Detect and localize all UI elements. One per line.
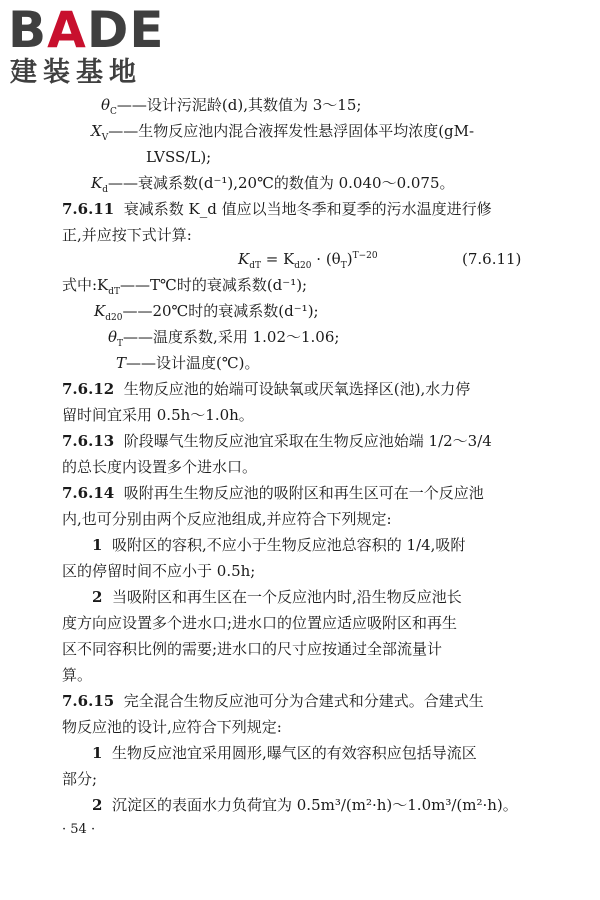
clause-7-6-15-item-1: 1 生物反应池宜采用圆形,曝气区的有效容积应包括导流区 [92, 744, 477, 762]
clause-7-6-15-continued: 物反应池的设计,应符合下列规定: [62, 718, 282, 736]
clause-7-6-15-item-1-continued: 部分; [62, 770, 98, 788]
page-number: · 54 · [62, 822, 96, 837]
definition-t: T——设计温度(℃)。 [116, 354, 260, 372]
definition-kd20: $K_{d20}——20℃$时的衰减系数(d⁻¹); [94, 302, 319, 323]
equation-number: (7.6.11) [462, 250, 522, 268]
clause-7-6-14-item-2: 2 当吸附区和再生区在一个反应池内时,沿生物反应池长 [92, 588, 462, 606]
clause-7-6-14-item-2-line-3: 区不同容积比例的需要;进水口的尺寸应按通过全部流量计 [62, 640, 443, 658]
clause-7-6-15-item-2: 2 沉淀区的表面水力负荷宜为 0.5m³/(m²·h)～1.0m³/(m²·h)。 [92, 796, 518, 814]
clause-7-6-14-item-2-line-4: 算。 [62, 666, 93, 684]
definition-xv-continued: LVSS/L); [146, 148, 212, 166]
definition-theta-c: $\theta_C——$设计污泥龄(d),其数值为 3～15; [101, 96, 362, 117]
clause-7-6-14: 7.6.14 吸附再生生物反应池的吸附区和再生区可在一个反应池 [62, 484, 484, 502]
logo-wordmark: BADE [8, 1, 165, 59]
definition-kdt: 式中$:K_{dT}——T℃$时的衰减系数(d⁻¹); [62, 276, 308, 297]
clause-7-6-14-continued: 内,也可分别由两个反应池组成,并应符合下列规定: [62, 510, 392, 528]
clause-7-6-12: 7.6.12 生物反应池的始端可设缺氧或厌氧选择区(池),水力停 [62, 380, 471, 398]
clause-7-6-11: 7.6.11 衰减系数 K_d 值应以当地冬季和夏季的污水温度进行修 [62, 200, 492, 218]
definition-kd: $K_d——$衰减系数(d⁻¹),20℃的数值为 0.040～0.075。 [91, 174, 455, 195]
clause-7-6-11-continued: 正,并应按下式计算: [62, 226, 192, 244]
equation-7-6-11: $K_{dT} = K_{d20} \cdot (\theta_T)^{T-20}$ [238, 250, 378, 271]
clause-7-6-13: 7.6.13 阶段曝气生物反应池宜采取在生物反应池始端 1/2～3/4 [62, 432, 492, 450]
bade-logo [8, 2, 178, 90]
clause-7-6-12-continued: 留时间宜采用 0.5h～1.0h。 [62, 406, 254, 424]
clause-7-6-14-item-1-continued: 区的停留时间不应小于 0.5h; [62, 562, 256, 580]
clause-7-6-14-item-2-line-2: 度方向应设置多个进水口;进水口的位置应适应吸附区和再生 [62, 614, 458, 632]
logo-subtitle: 建装基地 [10, 57, 142, 88]
clause-7-6-13-continued: 的总长度内设置多个进水口。 [62, 458, 258, 476]
definition-theta-t: $\theta_T——$温度系数,采用 1.02～1.06; [108, 328, 340, 349]
clause-7-6-15: 7.6.15 完全混合生物反应池可分为合建式和分建式。合建式生 [62, 692, 484, 710]
definition-xv: $X_V——$生物反应池内混合液挥发性悬浮固体平均浓度(gM- [91, 122, 475, 143]
clause-7-6-14-item-1: 1 吸附区的容积,不应小于生物反应池总容积的 1/4,吸附 [92, 536, 466, 554]
